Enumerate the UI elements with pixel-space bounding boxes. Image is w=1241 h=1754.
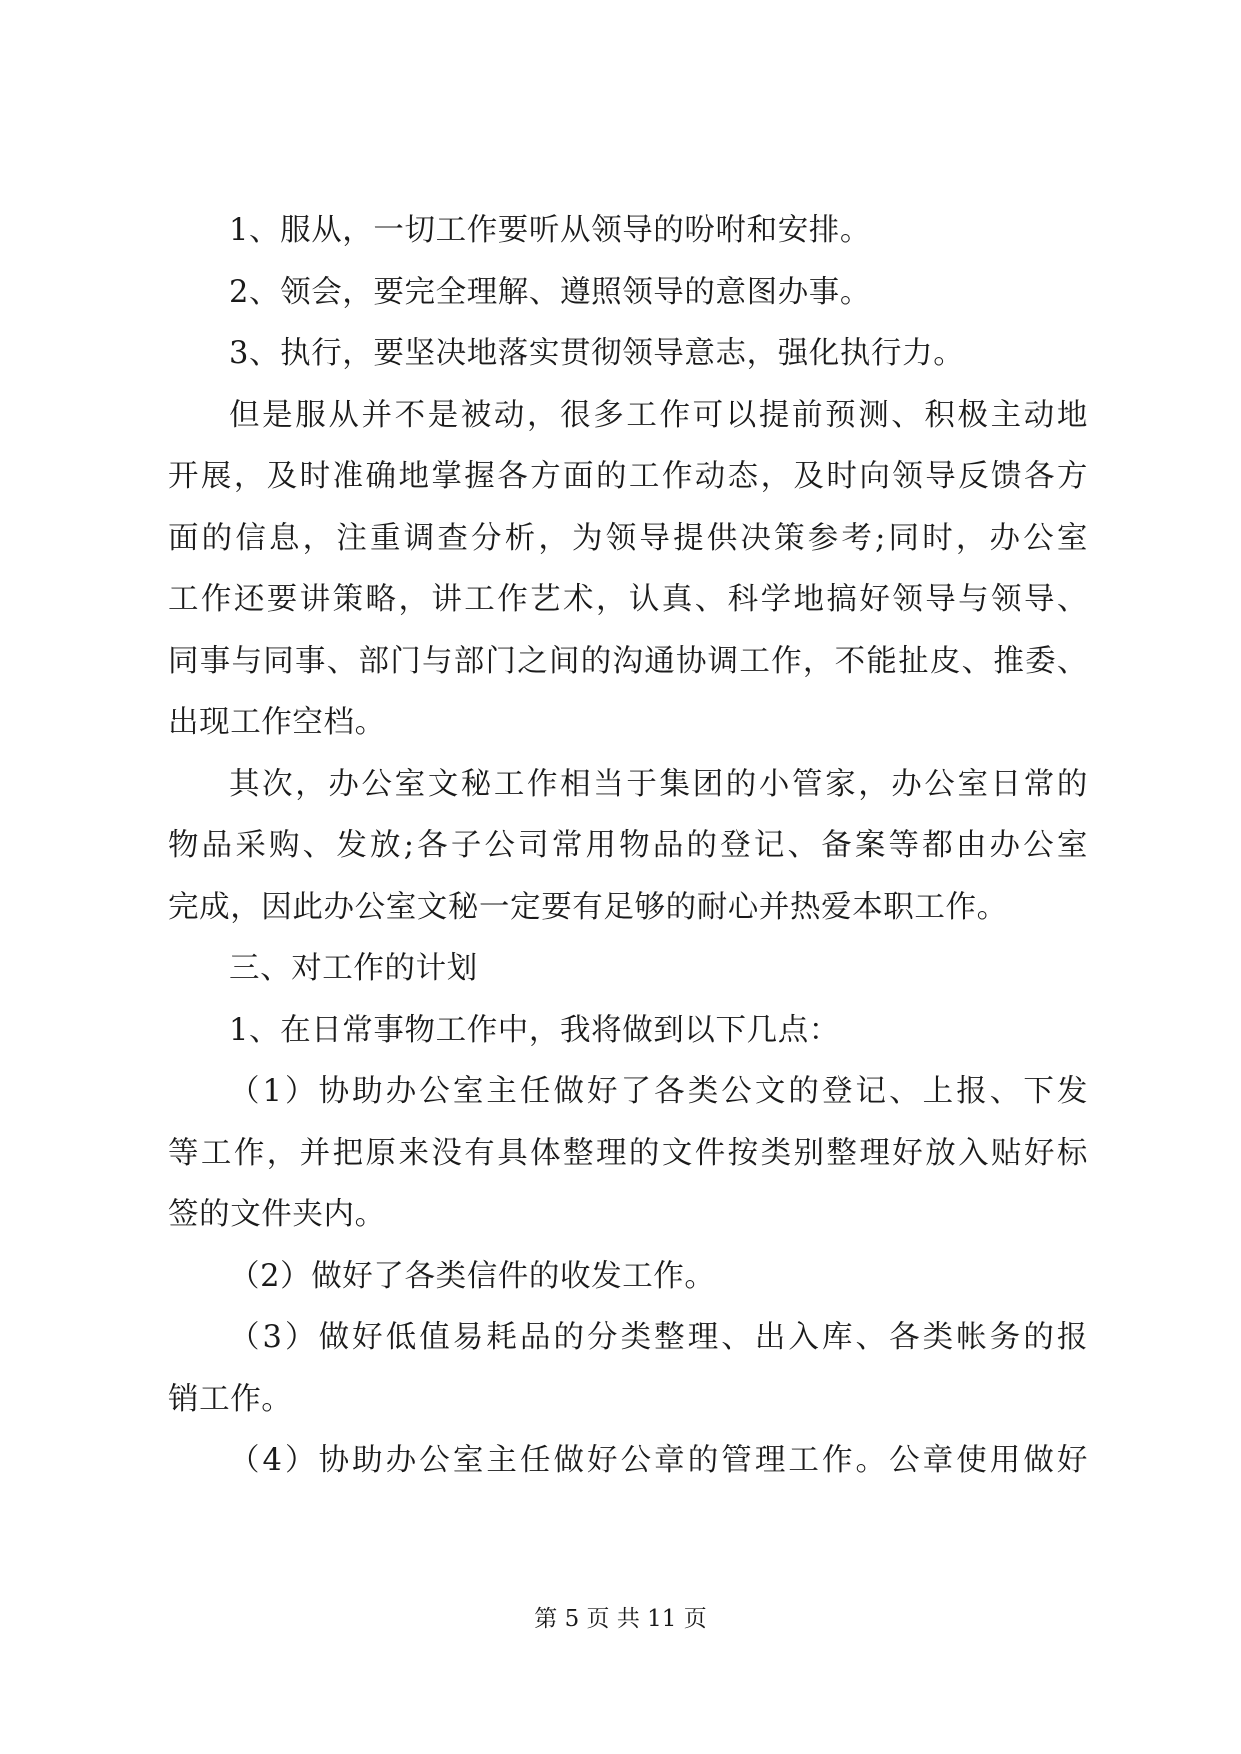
paragraph-line: 开展，及时准确地掌握各方面的工作动态，及时向领导反馈各方 <box>168 459 1088 494</box>
list-item-execute: 3、执行，要坚决地落实贯彻领导意志，强化执行力。 <box>229 336 965 371</box>
list-item-line: （3）做好低值易耗品的分类整理、出入库、各类帐务的报 <box>229 1320 1088 1355</box>
paragraph-line: 面的信息，注重调查分析，为领导提供决策参考;同时，办公室 <box>168 520 1088 556</box>
paragraph-line: 同事与同事、部门与部门之间的沟通协调工作，不能扯皮、推委、 <box>168 643 1088 679</box>
paragraph-line: 但是服从并不是被动，很多工作可以提前预测、积极主动地 <box>229 397 1088 433</box>
section-heading: 三、对工作的计划 <box>229 951 478 986</box>
list-item-line: （4）协助办公室主任做好公章的管理工作。公章使用做好 <box>229 1443 1088 1478</box>
document-body <box>168 200 1088 1492</box>
list-item-obey: 1、服从，一切工作要听从领导的吩咐和安排。 <box>229 213 872 248</box>
paragraph-line: 出现工作空档。 <box>168 705 386 740</box>
list-item-line: （1）协助办公室主任做好了各类公文的登记、上报、下发 <box>229 1074 1088 1109</box>
paragraph-line: 工作还要讲策略，讲工作艺术，认真、科学地搞好领导与领导、 <box>168 582 1088 617</box>
list-item-line: 销工作。 <box>168 1381 293 1417</box>
list-item-line: （2）做好了各类信件的收发工作。 <box>229 1258 716 1294</box>
list-item-line: 等工作，并把原来没有具体整理的文件按类别整理好放入贴好标 <box>168 1135 1088 1171</box>
paragraph-line: 完成，因此办公室文秘一定要有足够的耐心并热爱本职工作。 <box>168 889 1008 925</box>
list-item-line: 签的文件夹内。 <box>168 1197 386 1232</box>
subsection-heading: 1、在日常事物工作中，我将做到以下几点： <box>229 1012 840 1048</box>
paragraph-line: 其次，办公室文秘工作相当于集团的小管家，办公室日常的 <box>229 766 1088 802</box>
paragraph-line: 物品采购、发放;各子公司常用物品的登记、备案等都由办公室 <box>168 828 1088 863</box>
list-item-understand: 2、领会，要完全理解、遵照领导的意图办事。 <box>229 274 872 310</box>
page-number-footer: 第 5 页 共 11 页 <box>534 1606 707 1632</box>
